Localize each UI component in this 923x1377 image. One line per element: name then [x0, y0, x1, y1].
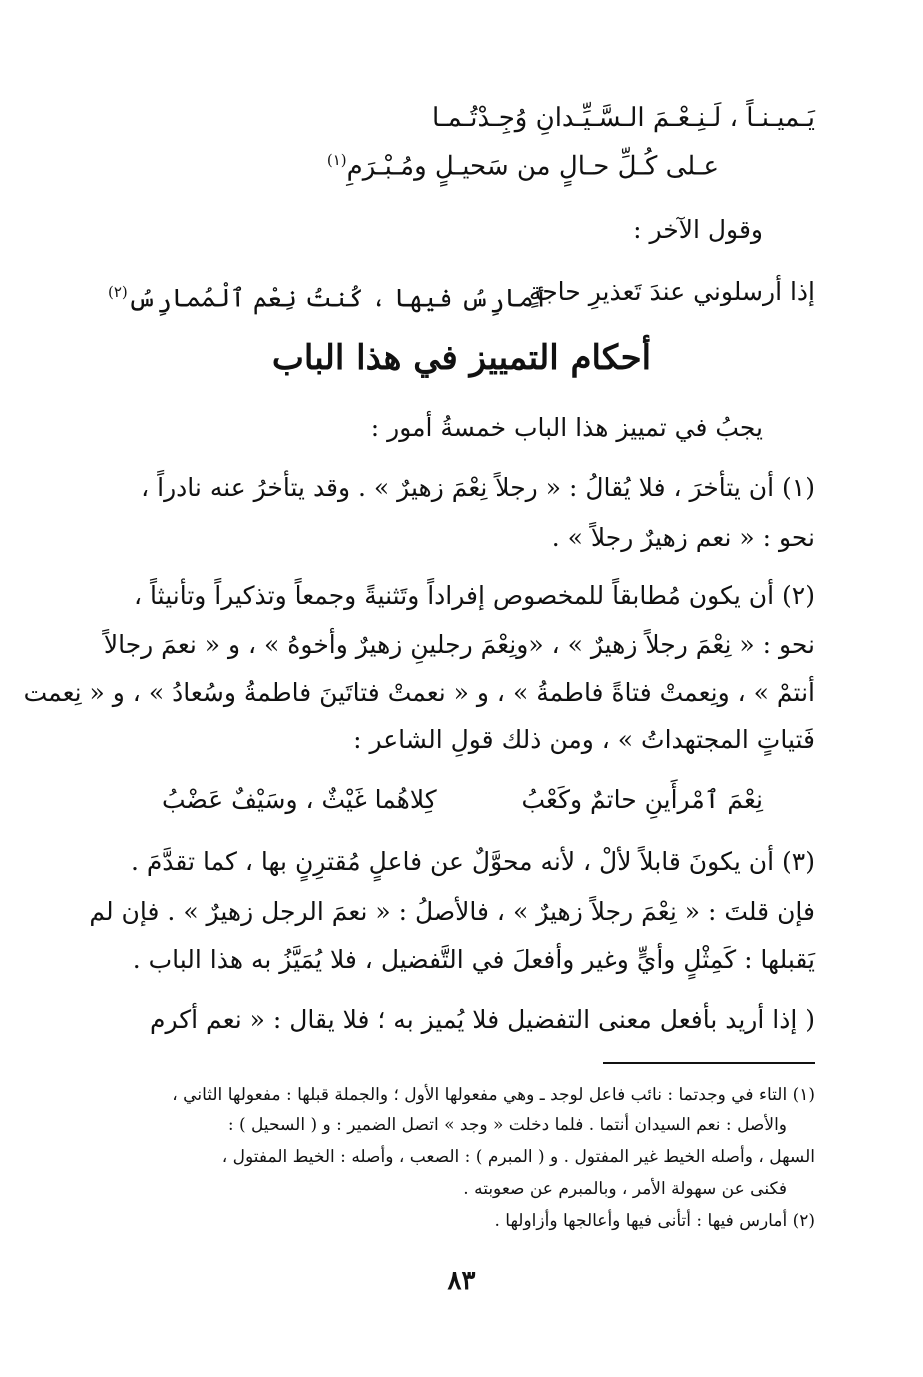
body-line-11	[100, 1000, 815, 1040]
poem3-hemistich2-text: كِلاهُما غَيْثٌ ، وسَيْفٌ عَضْبُ	[162, 785, 437, 814]
body-line-5-text: نحو : « نِعْمَ رجلاً زهيرٌ » ، «ونِعْمَ رجلينِ زهيرٌ وأخوهُ » ، و « نعمَ رجالاً	[103, 630, 815, 659]
poem1-line2	[327, 140, 719, 187]
footnote-divider	[603, 1062, 815, 1064]
body-line-10	[100, 940, 815, 980]
poem1-line2-text: عـلى كُـلِّ حـالٍ من سَحيـلٍ ومُـبْـرَمِ	[346, 151, 719, 182]
body-line-4	[100, 576, 815, 616]
poem2-hemistich1-text: إذا أرسلوني عندَ تَعذيرِ حاجةٍ	[528, 277, 815, 306]
body-line-9	[89, 892, 815, 932]
poem3-hemistich1-text: نِعْمَ ٱمْرأَينِ حاتمٌ وكَعْبُ	[521, 785, 763, 814]
footnote-ref-2: (٢)	[108, 283, 128, 301]
body-line-3	[552, 518, 815, 558]
intro-text: وقول الآخر :	[633, 215, 763, 244]
poem2-hemistich2-text: أمارِسُ فيها ، كُنتُ نِعْم ٱلْمُمارِسُ	[127, 283, 549, 313]
body-line-2	[100, 468, 815, 508]
page-number: ٨٣	[447, 1266, 476, 1296]
body-line-6-text: أنتمْ » ، ونِعمتْ فتاةً فاطمةُ » ، و « نعمتْ فتاتَينَ فاطمةُ وسُعادُ » ، و « نِعمت	[23, 678, 815, 707]
body-line-9-text: فإن قلتَ : « نِعْمَ رجلاً زهيرٌ » ، فالأصلُ : « نعمَ الرجل زهيرٌ » . فإن لم	[89, 897, 815, 926]
footnote-1-line-3-text: السهل ، وأصله الخيط غير المفتول . و ( المبرم ) : الصعب ، وأصله : الخيط المفتول ،	[221, 1147, 815, 1167]
footnote-1-line-2-text: والأصل : نعم السيدان أنتما . فلما دخلت « وجد » اتصل الضمير : و ( السحيل ) :	[227, 1115, 787, 1135]
body-line-8	[100, 842, 815, 882]
footnote-1-line-3	[100, 1142, 815, 1172]
body-line-5	[100, 625, 815, 665]
poem1-line1	[432, 98, 815, 138]
footnote-2	[100, 1206, 815, 1236]
body-line-1	[371, 408, 763, 448]
poem1-line1-text: يَـميـنـاً ، لَـنِـعْـمَ الـسَّـيِّـدانِ وُجِـدْتُـمـا	[432, 103, 815, 133]
poem3-hemistich2	[162, 780, 437, 820]
body-line-11-text: ( إذا أريد بأفعل معنى التفضيل فلا يُميز به ؛ فلا يقال : « نعم أكرم	[149, 1005, 815, 1034]
footnote-1-line-1	[100, 1080, 815, 1110]
body-line-10-text: يَقبلها : كَمِثْلٍ وأيٍّ وغير وأفعلَ في التَّفضيل ، فلا يُمَيَّزُ به هذا الباب .	[132, 945, 815, 974]
poem2-hemistich1	[529, 272, 815, 312]
body-line-4-text: (٢) أن يكون مُطابقاً للمخصوص إفراداً وتَثنيةً وجمعاً وتذكيراً وتأنيثاً ،	[134, 581, 815, 610]
body-line-1-text: يجبُ في تمييز هذا الباب خمسةُ أمور :	[370, 413, 763, 442]
footnote-1-line-1-text: (١) التاء في وجدتما : نائب فاعل لوجد ـ وهي مفعولها الأول ؛ والجملة قبلها : مفعولها الثاني ،	[172, 1085, 815, 1105]
body-line-6	[23, 673, 815, 713]
poem2-hemistich2	[108, 272, 548, 318]
body-line-3-text: نحو : « نعم زهيرٌ رجلاً » .	[551, 523, 815, 552]
footnote-1-line-4-text: فكنى عن سهولة الأمر ، وبالمبرم عن صعوبته .	[463, 1179, 787, 1199]
footnote-1-line-4	[100, 1174, 787, 1204]
body-line-2-text: (١) أن يتأخرَ ، فلا يُقالُ : « رجلاً نِعْمَ زهيرٌ » . وقد يتأخرُ عنه نادراً ،	[141, 473, 815, 502]
body-line-7-text: فَتياتٍ المجتهداتُ » ، ومن ذلك قولِ الشاعر :	[353, 725, 815, 754]
body-line-8-text: (٣) أن يكونَ قابلاً لألْ ، لأنه محوَّلٌ عن فاعلٍ مُقترِنٍ بها ، كما تقدَّمَ .	[130, 847, 815, 876]
footnote-ref-1: (١)	[326, 151, 347, 169]
intro-line	[633, 210, 763, 250]
poem3-hemistich1	[521, 780, 763, 820]
footnote-1-line-2	[100, 1110, 787, 1140]
footnote-2-text: (٢) أمارس فيها : أتأنى فيها وأعالجها وأزاولها .	[494, 1211, 815, 1231]
body-line-7	[353, 720, 815, 760]
section-heading: أحكام التمييز في هذا الباب	[271, 338, 652, 378]
